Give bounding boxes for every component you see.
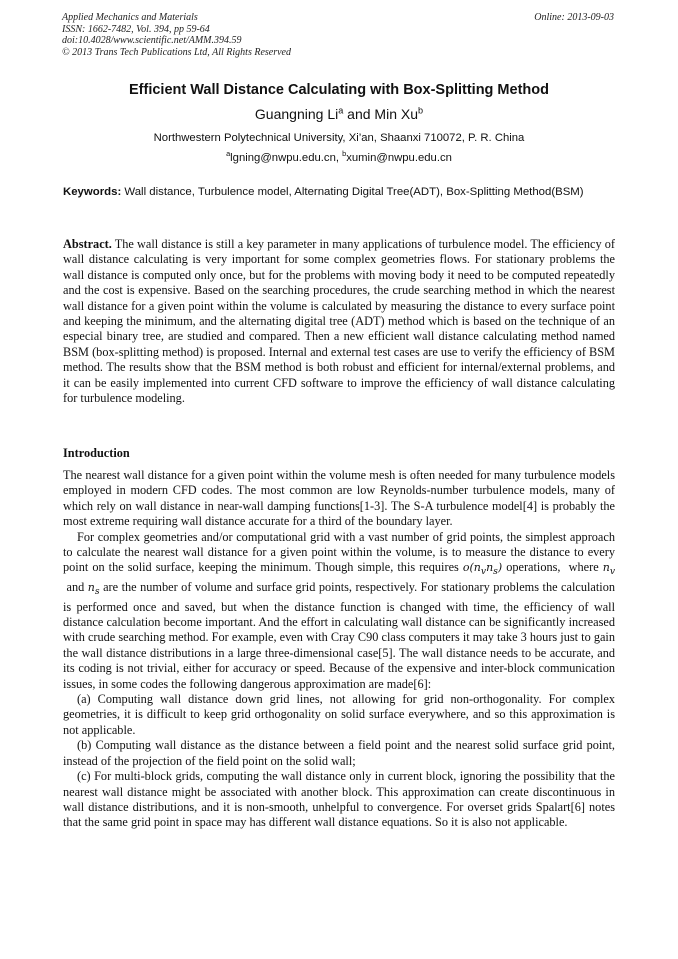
intro-paragraph-2 (63, 530, 615, 692)
email-a-mark: a (226, 149, 231, 159)
journal-header (62, 12, 291, 58)
author-conjunction: and (343, 106, 375, 122)
symbol-nv (602, 561, 615, 578)
symbol-nv-base: n (602, 561, 610, 575)
intro-paragraph-b: (b) Computing wall distance as the distance between a field point and the nearest solid surface grid point, instead of the projection of the field point on the solid wall; (63, 738, 615, 768)
author-line (0, 106, 678, 122)
doi-line: doi:10.4028/www.scientific.net/AMM.394.59 (62, 35, 242, 46)
section-heading-introduction: Introduction (63, 446, 130, 460)
abstract (63, 237, 615, 406)
intro-p2-part-b: operations, where (502, 560, 603, 575)
online-date: Online: 2013-09-03 (534, 12, 614, 23)
keywords (63, 185, 615, 200)
author-1-affil-mark: a (338, 105, 344, 116)
abstract-label: Abstract. (63, 237, 112, 251)
intro-paragraph-1: The nearest wall distance for a given point within the volume mesh is often needed for many turbulence models employed in modern CFD codes. The most common are low Reynolds-number turbulence models, many of which rely on wall distance in near-wall damping functions[1-3]. The S-A turbulence model[4] is probably the most extreme requiring wall distance accurate for a third of the boundary layer. (63, 468, 615, 529)
email-b: xumin@nwpu.edu.cn (346, 152, 452, 164)
keywords-label: Keywords: (63, 186, 122, 198)
symbol-ns-base: n (87, 581, 95, 595)
paper-title: Efficient Wall Distance Calculating with Box-Splitting Method (129, 82, 549, 98)
intro-p2-and: and (63, 580, 88, 595)
symbol-ns-sub: s (94, 586, 100, 598)
intro-p2-part-a: For complex geometries and/or computational grid with a vast number of grid points, the simplest approach to calculate the nearest wall distance for a given point within the volume, is to measure the distance to every point on the solid surface, keeping the minimum. Though simple, this requires (63, 529, 615, 575)
abstract-text: The wall distance is still a key parameter in many applications of turbulence model. The efficiency of wall distance calculating is very important for some complex geometries flows. For stationary problems the wall distance is computed only once, but for the problems with moving body it need to be computed repeatedly and the cost is expensive. Based on the searching procedures, the crude searching method in which the nearest wall distance for a given point within the volume is calculated by measuring the distance to every surface point and keeping the minimum, and the alternating digital tree (ADT) method which is based on the technique of an especial binary tree, are studied and compared. Then a new efficient wall distance calculating method named BSM (box-splitting method) is proposed. Internal and external test cases are use to verify the efficiency of BSM method. The results show that the BSM method is both robust and efficient for internal/external problems, and it can be easily implemented into current CFD software to improve the efficiency of wall distance calculating for turbulence modeling. (63, 237, 615, 406)
author-2: Min Xu (374, 106, 418, 122)
author-2-affil-mark: b (418, 105, 424, 116)
issn-line: ISSN: 1662-7482, Vol. 394, pp 59-64 (62, 23, 210, 35)
symbol-ns (87, 581, 100, 598)
formula-n: n (486, 561, 494, 575)
email-line (0, 149, 678, 164)
symbol-nv-sub: v (609, 566, 615, 578)
email-b-mark: b (342, 149, 347, 159)
keywords-text: Wall distance, Turbulence model, Alternating Digital Tree(ADT), Box-Splitting Method(BSM) (121, 186, 584, 198)
formula-close: ) (497, 561, 503, 575)
intro-paragraph-a: (a) Computing wall distance down grid lines, not allowing for grid non-orthogonality. For complex geometries, it is difficult to keep grid orthogonality on solid surface everywhere, and so this approximation is not applicable. (63, 692, 615, 737)
affiliation: Northwestern Polytechnical University, Xi’an, Shaanxi 710072, P. R. China (153, 132, 525, 144)
journal-name: Applied Mechanics and Materials (62, 12, 198, 23)
introduction-body (63, 468, 615, 831)
copyright-line: © 2013 Trans Tech Publications Ltd, All Rights Reserved (62, 46, 291, 58)
intro-paragraph-c: (c) For multi-block grids, computing the wall distance only in current block, ignoring the possibility that the nearest wall distance might be associated with another block. This approximation can create discontinuous in wall distance distributions, and it is non-smooth, unhelpful to convergence. For overset grids Spalart[6] notes that the same grid point in space may has different wall distance equations. So it is also not applicable. (63, 769, 615, 830)
complexity-formula (462, 561, 503, 578)
formula-o: o(n (462, 561, 481, 575)
email-a: lgning@nwpu.edu.cn, (230, 152, 343, 164)
formula-sub-s: s (493, 566, 498, 578)
intro-p2-part-c: are the number of volume and surface grid points, respectively. For stationary problems the calculation is performed once and saved, but when the distance function is changed with time, the efficiency of wall distance calculation become important. And the effort in calculating wall distance can be significantly increased with crude searching method. For example, even with Cray C90 class computers it may take 3 hours just to gain the wall distance distributions in a large three-dimensional case[5]. The wall distance needs to be accurate, and its coding is not trivial, either for accuracy or speed. Because of the expensive and inter-block communication issues, in some codes the following dangerous approximation are made[6]: (63, 580, 615, 691)
formula-sub-v: v (480, 566, 487, 578)
author-1: Guangning Li (254, 106, 339, 122)
